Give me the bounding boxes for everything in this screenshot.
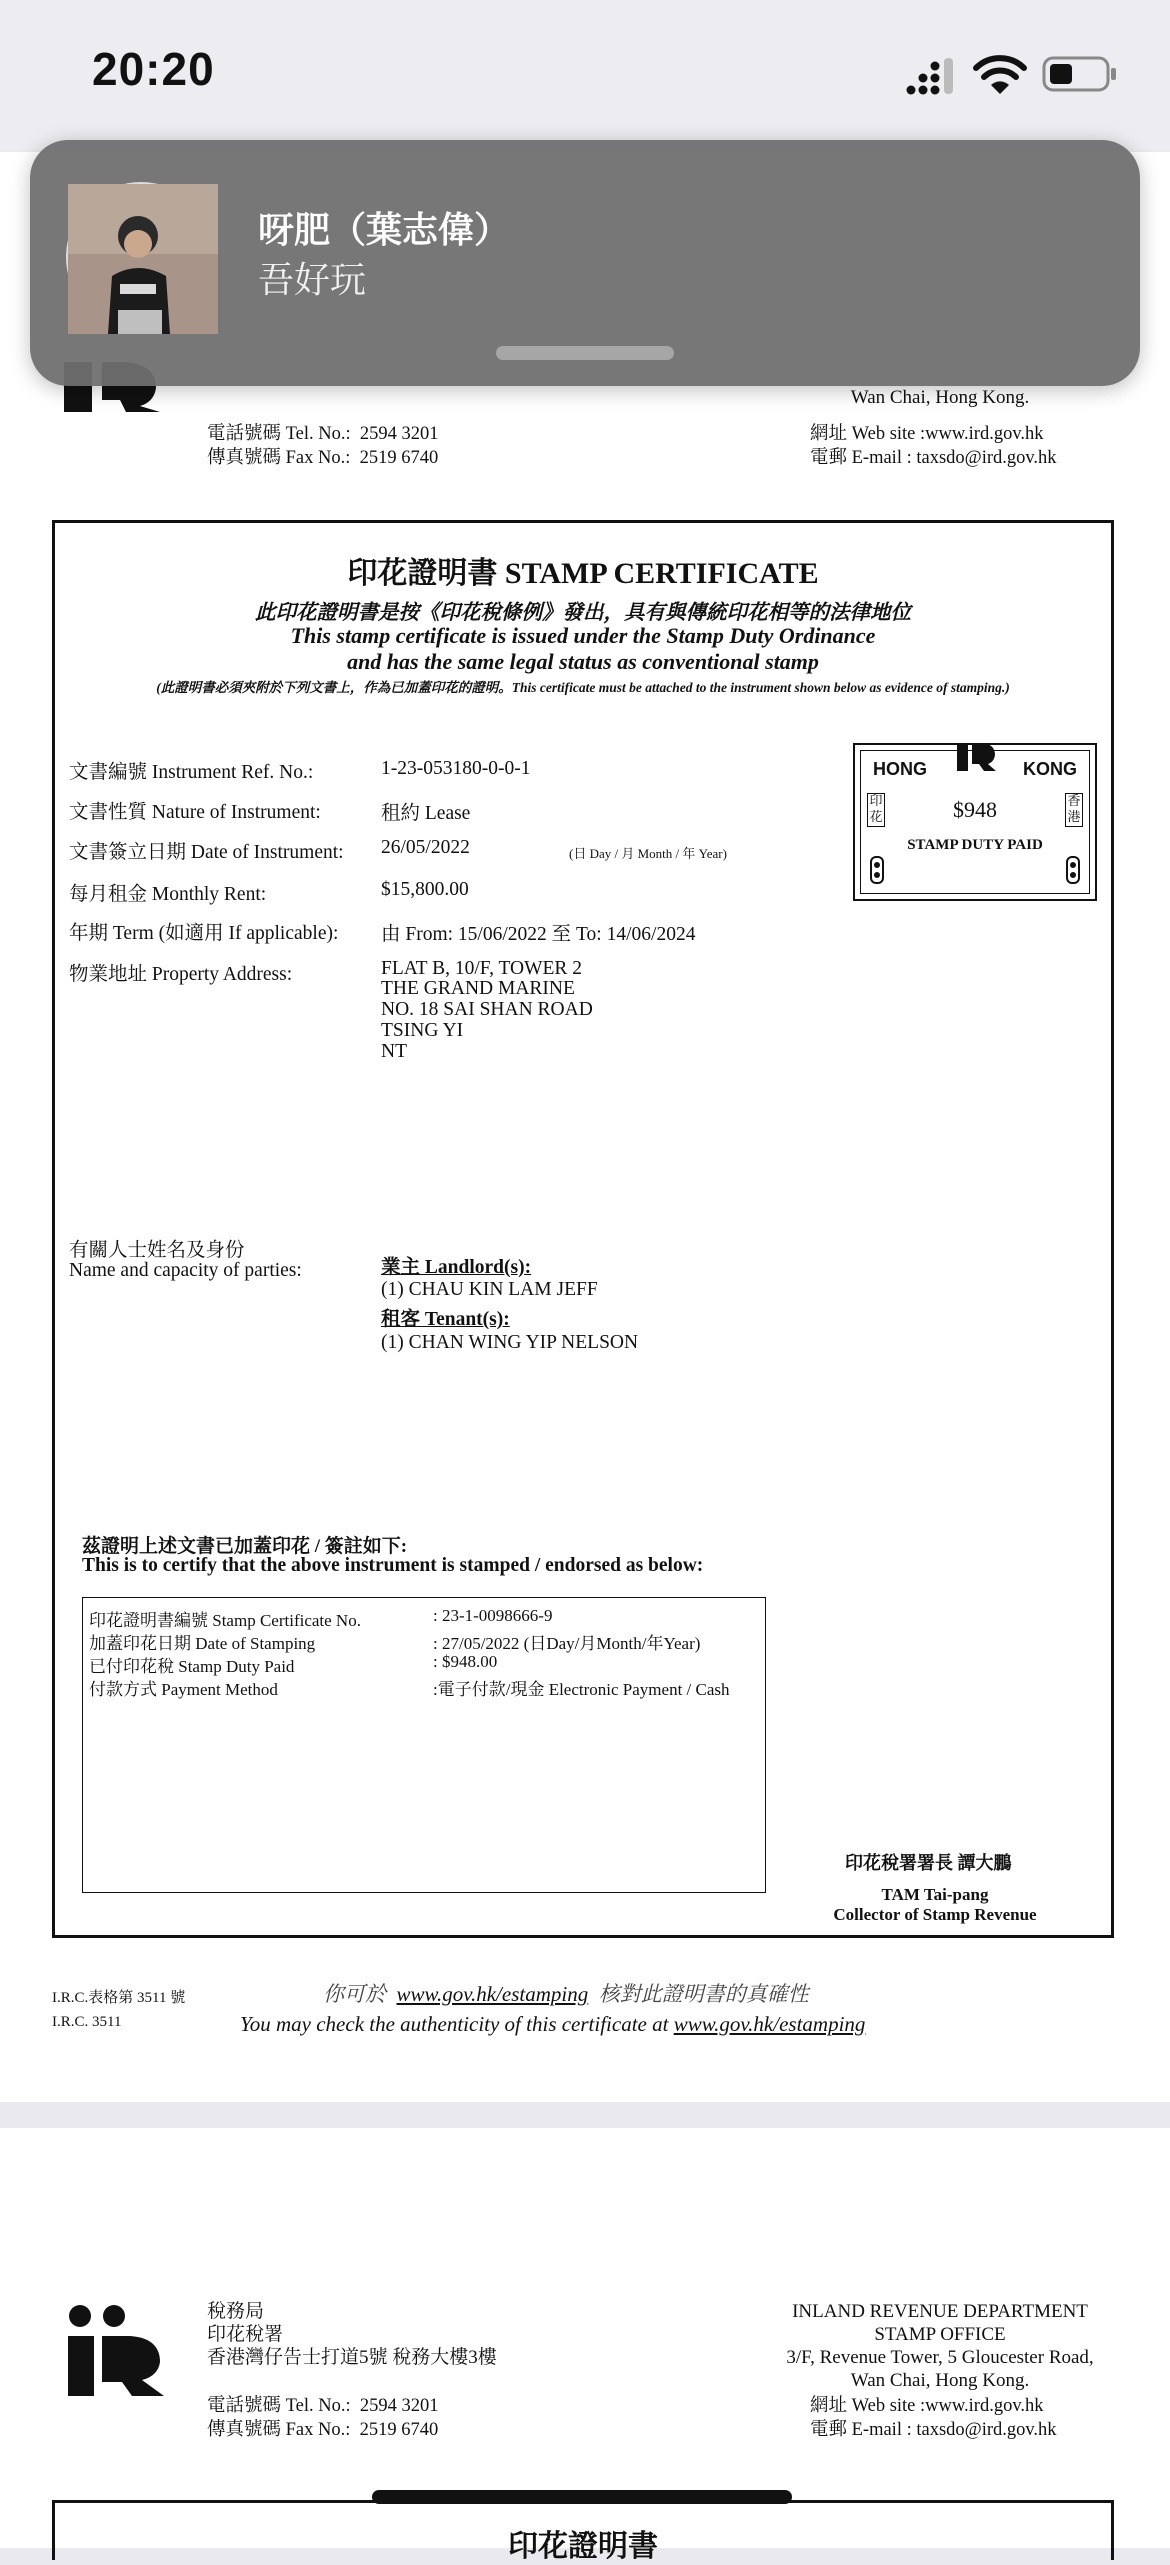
ird-logo-icon: [60, 2302, 164, 2398]
email-row: [810, 446, 1057, 470]
certify-statement-en: This is to certify that the above instrument is stamped / endorsed as below:: [82, 1555, 704, 1576]
wifi-icon: [972, 52, 1028, 96]
date-value: 26/05/2022: [381, 837, 470, 858]
address-line-2: THE GRAND MARINE: [381, 978, 575, 999]
email-label: 電郵 E-mail :: [810, 2420, 912, 2440]
endorsement-box: [82, 1597, 766, 1893]
email-value[interactable]: taxsdo@ird.gov.hk: [916, 2420, 1057, 2440]
website-value[interactable]: www.ird.gov.hk: [925, 424, 1044, 444]
stamp-duty-paid-mark: [853, 743, 1097, 901]
verify-zh: [323, 1982, 809, 2006]
website-row-2: [810, 2394, 1044, 2418]
term-value: 由 From: 15/06/2022 至 To: 14/06/2024: [381, 924, 696, 945]
certify-statement-zh: 茲證明上述文書已加蓋印花 / 簽註如下:: [82, 1536, 408, 1557]
home-indicator[interactable]: [372, 2490, 792, 2504]
stamp-ornament-right-icon: [1065, 855, 1081, 885]
endorse-duty-label: 已付印花稅 Stamp Duty Paid: [89, 1657, 295, 1676]
certificate-title: 印花證明書 STAMP CERTIFICATE: [347, 557, 819, 590]
stamp-hong: HONG: [873, 759, 927, 779]
header-en-line-3: 3/F, Revenue Tower, 5 Gloucester Road,: [786, 2347, 1094, 2368]
stamp-kong: KONG: [1023, 759, 1077, 779]
tel-number: 2594 3201: [359, 424, 439, 444]
date-label: 文書簽立日期 Date of Instrument:: [69, 842, 344, 863]
term-label: 年期 Term (如適用 If applicable):: [69, 923, 339, 944]
avatar: [66, 182, 216, 332]
instrument-ref-label: 文書編號 Instrument Ref. No.:: [69, 762, 314, 783]
tel-row: [207, 422, 439, 446]
header-zh-line-2: 印花稅署: [207, 2324, 284, 2345]
stamp-ornament-left-icon: [869, 855, 885, 885]
fax-label: 傳真號碼 Fax No.:: [207, 448, 351, 468]
stamp-certificate-2: [52, 2500, 1114, 2563]
certificate-title-2: 印花證明書: [508, 2530, 658, 2563]
endorse-payment-label: 付款方式 Payment Method: [89, 1680, 278, 1699]
stamp-left-seal: 印花: [867, 793, 885, 827]
fax-row-2: [207, 2418, 438, 2442]
form-number-en: I.R.C. 3511: [52, 2014, 122, 2030]
endorse-date-value: : 27/05/2022 (日Day/月Month/年Year): [433, 1634, 701, 1653]
email-value[interactable]: taxsdo@ird.gov.hk: [916, 448, 1057, 468]
signer-title-en: Collector of Stamp Revenue: [833, 1905, 1037, 1924]
fax-number: 2519 6740: [359, 448, 439, 468]
website-value[interactable]: www.ird.gov.hk: [925, 2396, 1044, 2416]
stamp-certificate: [52, 520, 1114, 1938]
signer-name: TAM Tai-pang: [881, 1885, 989, 1904]
address-line-4: TSING YI: [381, 1020, 464, 1041]
website-label: 網址 Web site :: [810, 424, 926, 444]
cellular-signal-icon: [906, 56, 958, 96]
status-bar: [0, 0, 1170, 150]
stamp-caption: STAMP DUTY PAID: [907, 837, 1043, 853]
document-page: [0, 152, 1170, 2102]
email-row-2: [810, 2418, 1057, 2442]
verify-zh-pre: 你可於: [323, 1982, 386, 2006]
stamp-right-seal: 香港: [1065, 793, 1083, 827]
endorse-payment-value: :電子付款/現金 Electronic Payment / Cash: [433, 1680, 730, 1699]
endorse-date-label: 加蓋印花日期 Date of Stamping: [89, 1634, 316, 1653]
nature-label: 文書性質 Nature of Instrument:: [69, 802, 321, 823]
email-label: 電郵 E-mail :: [810, 448, 912, 468]
parties-label-en: Name and capacity of parties:: [69, 1260, 302, 1281]
tenant-name: (1) CHAN WING YIP NELSON: [381, 1332, 639, 1353]
address-line-3: NO. 18 SAI SHAN ROAD: [381, 999, 593, 1020]
parties-label-zh: 有關人士姓名及身份: [69, 1240, 245, 1261]
verify-en-pre: You may check the authenticity of this certificate at: [240, 2012, 669, 2036]
nature-value: 租約 Lease: [381, 803, 471, 824]
header-zh-line-1: 稅務局: [207, 2301, 265, 2322]
signer-title-zh: 印花稅署署長 譚大鵬: [845, 1853, 1012, 1873]
header-en-line-1: INLAND REVENUE DEPARTMENT: [792, 2301, 1088, 2322]
date-format-hint: (日 Day / 月 Month / 年 Year): [569, 846, 727, 861]
address-label: 物業地址 Property Address:: [69, 964, 293, 985]
website-label: 網址 Web site :: [810, 2396, 926, 2416]
address-line-5: NT: [381, 1041, 407, 1062]
tel-label: 電話號碼 Tel. No.:: [207, 2396, 351, 2416]
fax-label: 傳真號碼 Fax No.:: [207, 2420, 351, 2440]
verify-zh-link[interactable]: www.gov.hk/estamping: [396, 1982, 589, 2006]
message-notification[interactable]: [30, 140, 1140, 386]
header-en-line-2: STAMP OFFICE: [874, 2324, 1006, 2345]
website-row: [810, 422, 1044, 446]
certificate-note: (此證明書必須夾附於下列文書上，作為已加蓋印花的證明。This certificate must be attached to the instrument shown below as evidence of stamping.): [156, 680, 1010, 695]
document-page-2: [0, 2128, 1170, 2563]
notification-grabber[interactable]: [496, 346, 674, 360]
tel-label: 電話號碼 Tel. No.:: [207, 424, 351, 444]
endorse-cert-no-label: 印花證明書編號 Stamp Certificate No.: [89, 1611, 361, 1630]
address-line-1: FLAT B, 10/F, TOWER 2: [381, 958, 583, 979]
fax-number: 2519 6740: [359, 2420, 439, 2440]
form-number-zh: I.R.C.表格第 3511 號: [52, 1990, 186, 2006]
battery-icon: [1042, 56, 1118, 92]
landlord-heading: 業主 Landlord(s):: [381, 1257, 532, 1278]
tel-number: 2594 3201: [359, 2396, 439, 2416]
ird-stamp-logo-icon: [957, 741, 997, 773]
rent-label: 每月租金 Monthly Rent:: [69, 884, 267, 905]
certificate-subtitle-en-1: This stamp certificate is issued under the Stamp Duty Ordinance: [290, 623, 876, 648]
endorse-cert-no-value: : 23-1-0098666-9: [433, 1606, 553, 1625]
notification-sender: 呀肥（葉志偉）: [258, 210, 511, 251]
landlord-name: (1) CHAU KIN LAM JEFF: [381, 1279, 598, 1300]
avatar-photo-icon: [68, 184, 218, 334]
stamp-amount: $948: [953, 797, 997, 822]
instrument-ref-value: 1-23-053180-0-0-1: [381, 758, 531, 779]
certificate-subtitle-en-2: and has the same legal status as conventional stamp: [347, 649, 819, 674]
endorse-duty-value: : $948.00: [433, 1652, 498, 1671]
notification-message: 吾好玩: [258, 260, 367, 301]
verify-zh-post: 核對此證明書的真確性: [598, 1982, 809, 2006]
rent-value: $15,800.00: [381, 879, 469, 900]
header-en-line-4: Wan Chai, Hong Kong.: [850, 2370, 1030, 2391]
tenant-heading: 租客 Tenant(s):: [381, 1309, 510, 1330]
header-address-line-4: Wan Chai, Hong Kong.: [850, 387, 1030, 408]
verify-en-link[interactable]: www.gov.hk/estamping: [673, 2012, 866, 2036]
certificate-subtitle-zh: 此印花證明書是按《印花稅條例》發出，具有與傳統印花相等的法律地位: [255, 600, 911, 624]
tel-row-2: [207, 2394, 439, 2418]
verify-en: [240, 2012, 865, 2036]
fax-row: [207, 446, 438, 470]
status-time: 20:20: [92, 43, 215, 95]
header-zh-line-3: 香港灣仔告士打道5號 稅務大樓3樓: [207, 2347, 497, 2368]
